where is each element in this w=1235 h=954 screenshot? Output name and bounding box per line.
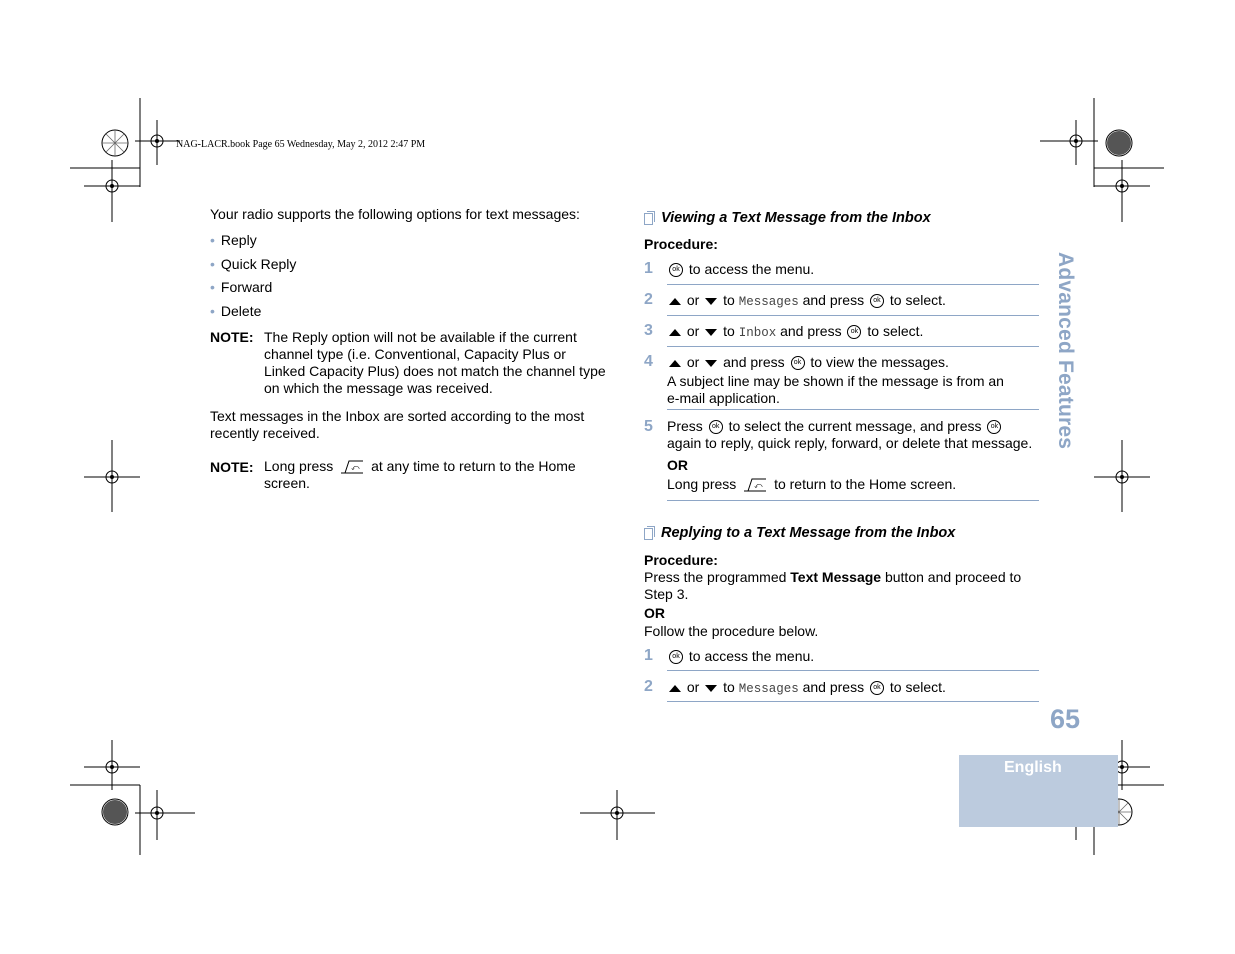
list-item: • Delete [210, 302, 262, 319]
viewing-steps: 1 ok to access the menu. 2 or to Messages and press ok to select. 3 or to Inbox and press ok to select. 4 or and press ok to view the messages. A subject line may be shown if the message is from an e-mail application. 5 Press ok to select the current message, and press ok again to reply, quick reply, forward, or delete that message. OR Long press ⤺ to return to the Home screen. [644, 258, 1039, 503]
option-list [210, 232, 296, 326]
language-label: English [1004, 759, 1062, 776]
menu-ok-icon: ok [669, 650, 683, 664]
procedure-label: Procedure: [644, 236, 718, 252]
up-arrow-icon [669, 360, 681, 367]
note-home: Long press ⤺ at any time to return to the Home screen. [264, 458, 576, 491]
menu-ok-icon: ok [987, 420, 1001, 434]
up-arrow-icon [669, 329, 681, 336]
divider [667, 701, 1039, 702]
intro-text: Your radio supports the following options for text messages: [210, 206, 580, 222]
replying-intro: Press the programmed Text Message button and proceed to Step 3. [644, 569, 1022, 602]
note-label: NOTE: [210, 459, 254, 475]
or-label: OR [644, 605, 665, 621]
menu-ok-icon: ok [870, 294, 884, 308]
document-icon [644, 211, 655, 225]
section-side-title: Advanced Features [1054, 252, 1077, 450]
replying-steps: 1 ok to access the menu. 2 or to Messages and press ok to select. [644, 645, 1039, 707]
section-heading-viewing: Viewing a Text Message from the Inbox [644, 210, 931, 226]
menu-ok-icon: ok [791, 356, 805, 370]
list-item: • Reply [210, 232, 257, 248]
document-icon [644, 526, 655, 540]
note-text: The Reply option will not be available if the current channel type (i.e. Conventional, Capacity Plus or Linked Capacity Plus) does not match the channel type on which the message was received. [264, 329, 606, 396]
home-button-icon [340, 460, 364, 474]
divider [667, 284, 1039, 285]
file-info-header: NAG-LACR.book Page 65 Wednesday, May 2, 2012 2:47 PM [176, 139, 426, 150]
menu-ok-icon: ok [669, 263, 683, 277]
menu-ok-icon: ok [870, 681, 884, 695]
svg-text:⤺: ⤺ [754, 481, 763, 491]
up-arrow-icon [669, 685, 681, 692]
divider [667, 500, 1039, 501]
divider [667, 670, 1039, 671]
note-label: NOTE: [210, 329, 254, 345]
section-heading-replying: Replying to a Text Message from the Inbox [644, 525, 955, 541]
up-arrow-icon [669, 298, 681, 305]
down-arrow-icon [705, 298, 717, 305]
down-arrow-icon [705, 329, 717, 336]
menu-ok-icon: ok [709, 420, 723, 434]
procedure-label: Procedure: [644, 552, 718, 568]
home-button-icon [743, 478, 767, 492]
or-label: OR [667, 457, 688, 473]
page-number: 65 [1050, 704, 1081, 734]
list-item: • Quick Reply [210, 255, 297, 272]
down-arrow-icon [705, 360, 717, 367]
svg-text:⤺: ⤺ [351, 463, 360, 473]
inbox-paragraph: Text messages in the Inbox are sorted according to the most recently received. [210, 408, 585, 441]
step-note: A subject line may be shown if the message is from an e-mail application. [667, 373, 1004, 406]
down-arrow-icon [705, 685, 717, 692]
divider [667, 315, 1039, 316]
divider [667, 346, 1039, 347]
follow-text: Follow the procedure below. [644, 623, 819, 639]
list-item: • Forward [210, 279, 273, 295]
divider [667, 409, 1039, 410]
menu-ok-icon: ok [847, 325, 861, 339]
